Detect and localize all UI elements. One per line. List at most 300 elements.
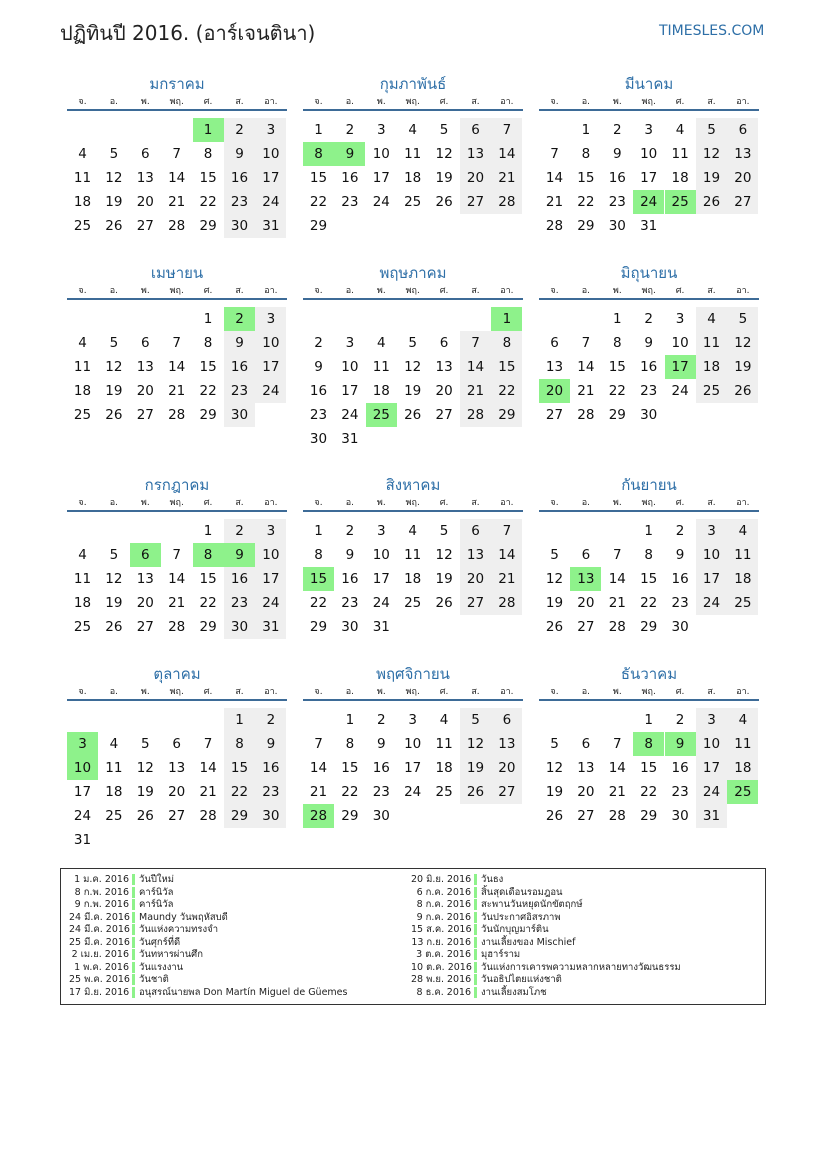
weekday-header: พ. xyxy=(376,498,386,508)
holiday-day-cell: 25 xyxy=(727,780,758,804)
day-cell: 7 xyxy=(172,547,181,563)
day-cell: 16 xyxy=(224,166,255,190)
weekday-header: พฤ. xyxy=(169,286,184,296)
day-cell: 12 xyxy=(435,146,453,162)
day-cell: 15 xyxy=(640,571,658,587)
day-cell: 4 xyxy=(408,523,417,539)
legend-item xyxy=(69,899,173,911)
day-cell: 6 xyxy=(491,708,522,732)
day-cell: 29 xyxy=(491,403,522,427)
holiday-day-cell: 17 xyxy=(665,355,696,379)
holiday-marker xyxy=(132,962,135,973)
day-cell: 15 xyxy=(199,571,217,587)
day-cell: 31 xyxy=(696,804,727,828)
day-cell: 6 xyxy=(141,146,150,162)
weekday-header: ศ. xyxy=(439,498,449,508)
day-cell: 24 xyxy=(404,784,422,800)
day-cell: 26 xyxy=(435,194,453,210)
legend-date: 1 ม.ค. 2016 xyxy=(74,874,129,885)
day-cell: 3 xyxy=(696,708,727,732)
legend-item xyxy=(411,974,562,986)
day-cell: 6 xyxy=(460,519,491,543)
day-cell: 11 xyxy=(105,760,123,776)
day-cell: 7 xyxy=(314,736,323,752)
day-cell: 12 xyxy=(105,571,123,587)
weekday-header: อา. xyxy=(264,286,278,296)
holiday-day-cell: 9 xyxy=(224,543,255,567)
day-cell: 11 xyxy=(435,736,453,752)
legend-date: 28 พ.ย. 2016 xyxy=(411,974,472,985)
day-cell: 18 xyxy=(372,383,390,399)
day-cell: 4 xyxy=(675,122,685,138)
weekday-header: ส. xyxy=(707,498,716,508)
legend-item xyxy=(69,949,203,961)
legend-item xyxy=(411,962,681,974)
holiday-day-cell: 1 xyxy=(193,118,224,142)
site-link[interactable]: TIMESLES.COM xyxy=(659,23,765,39)
weekday-header: พ. xyxy=(376,687,386,697)
day-cell: 3 xyxy=(377,122,386,138)
weekday-header: ส. xyxy=(235,687,244,697)
day-cell: 24 xyxy=(372,194,390,210)
day-cell: 22 xyxy=(224,780,255,804)
day-cell: 23 xyxy=(372,784,390,800)
day-cell: 25 xyxy=(727,591,758,615)
weekday-header: อา. xyxy=(500,286,514,296)
day-cell: 1 xyxy=(203,311,213,327)
day-cell: 9 xyxy=(224,142,255,166)
day-cell: 16 xyxy=(255,756,286,780)
day-cell: 12 xyxy=(696,142,727,166)
weekday-header: ส. xyxy=(471,286,480,296)
day-cell: 16 xyxy=(341,571,359,587)
day-cell: 30 xyxy=(309,431,328,447)
day-cell: 4 xyxy=(78,146,87,162)
day-cell: 14 xyxy=(491,543,522,567)
weekday-header: อา. xyxy=(500,687,514,697)
day-cell: 12 xyxy=(727,331,758,355)
day-cell: 5 xyxy=(550,736,559,752)
day-cell: 10 xyxy=(255,331,286,355)
legend-holiday-name: วันนักบุญมาร์ติน xyxy=(481,924,549,935)
day-cell: 11 xyxy=(73,170,92,186)
weekday-header: อ. xyxy=(109,97,119,107)
holiday-day-cell: 13 xyxy=(570,567,601,591)
weekday-header: อ. xyxy=(109,286,119,296)
month-name: มิถุนายน xyxy=(620,264,678,282)
weekday-header: พ. xyxy=(376,97,386,107)
day-cell: 5 xyxy=(439,122,449,138)
legend-date: 24 มี.ค. 2016 xyxy=(69,911,130,923)
day-cell: 10 xyxy=(341,359,359,375)
day-cell: 18 xyxy=(404,571,422,587)
day-cell: 29 xyxy=(309,619,328,635)
legend-date: 8 ธ.ค. 2016 xyxy=(416,986,471,998)
day-cell: 10 xyxy=(255,142,286,166)
month-name: ตุลาคม xyxy=(153,665,201,683)
day-cell: 9 xyxy=(224,331,255,355)
day-cell: 18 xyxy=(105,784,123,800)
legend-item xyxy=(69,962,183,974)
day-cell: 4 xyxy=(408,122,417,138)
weekday-header: พ. xyxy=(140,498,150,508)
legend-item xyxy=(69,937,180,949)
day-cell: 25 xyxy=(696,379,727,403)
day-cell: 21 xyxy=(199,784,217,800)
day-cell: 14 xyxy=(168,359,186,375)
day-cell: 28 xyxy=(491,591,522,615)
weekday-header: จ. xyxy=(314,498,323,508)
day-cell: 28 xyxy=(168,218,186,234)
holiday-day-cell: 6 xyxy=(130,543,161,567)
day-cell: 18 xyxy=(727,567,758,591)
day-cell: 22 xyxy=(491,379,522,403)
legend-item xyxy=(69,887,173,899)
day-cell: 26 xyxy=(435,595,453,611)
day-cell: 16 xyxy=(640,359,658,375)
day-cell: 19 xyxy=(435,170,453,186)
holiday-day-cell: 15 xyxy=(303,567,334,591)
day-cell: 2 xyxy=(377,712,386,728)
day-cell: 31 xyxy=(255,615,286,639)
day-cell: 28 xyxy=(608,808,626,824)
day-cell: 24 xyxy=(255,190,286,214)
day-cell: 29 xyxy=(224,804,255,828)
day-cell: 13 xyxy=(460,142,491,166)
day-cell: 23 xyxy=(224,190,255,214)
legend-date: 9 ก.ค. 2016 xyxy=(416,911,471,923)
day-cell: 9 xyxy=(644,335,653,351)
weekday-header: ศ. xyxy=(203,286,213,296)
day-cell: 17 xyxy=(696,567,727,591)
day-cell: 20 xyxy=(435,383,453,399)
holiday-marker xyxy=(474,874,477,885)
day-cell: 25 xyxy=(73,619,92,635)
day-cell: 22 xyxy=(309,194,328,210)
weekday-header: ศ. xyxy=(203,498,213,508)
month-name: กันยายน xyxy=(621,476,677,494)
legend-date: 9 ก.พ. 2016 xyxy=(74,899,129,910)
day-cell: 11 xyxy=(671,146,689,162)
day-cell: 12 xyxy=(545,571,564,587)
day-cell: 30 xyxy=(671,619,689,635)
day-cell: 13 xyxy=(136,359,154,375)
day-cell: 9 xyxy=(377,736,386,752)
day-cell: 2 xyxy=(613,122,622,138)
weekday-header: จ. xyxy=(550,286,559,296)
day-cell: 26 xyxy=(105,619,123,635)
day-cell: 29 xyxy=(199,619,217,635)
weekday-header: พฤ. xyxy=(405,286,420,296)
legend-date: 17 มิ.ย. 2016 xyxy=(69,986,130,998)
day-cell: 13 xyxy=(168,760,186,776)
month-divider xyxy=(303,298,523,300)
day-cell: 14 xyxy=(491,142,522,166)
day-cell: 3 xyxy=(255,307,286,331)
day-cell: 22 xyxy=(341,784,359,800)
day-cell: 23 xyxy=(309,407,328,423)
legend-item xyxy=(69,912,228,924)
holiday-marker xyxy=(474,912,477,923)
weekday-header: พฤ. xyxy=(641,498,656,508)
day-cell: 10 xyxy=(404,736,422,752)
day-cell: 12 xyxy=(545,760,564,776)
month-divider xyxy=(303,699,523,701)
day-cell: 16 xyxy=(372,760,390,776)
weekday-header: ศ. xyxy=(439,97,449,107)
holiday-marker xyxy=(474,987,477,998)
day-cell: 27 xyxy=(545,407,564,423)
weekday-header: อา. xyxy=(264,498,278,508)
legend-item xyxy=(411,887,563,899)
day-cell: 29 xyxy=(640,619,658,635)
day-cell: 17 xyxy=(640,170,658,186)
day-cell: 12 xyxy=(105,359,123,375)
day-cell: 30 xyxy=(224,615,255,639)
day-cell: 22 xyxy=(640,595,658,611)
holiday-marker xyxy=(474,962,477,973)
legend-date: 25 มี.ค. 2016 xyxy=(69,936,130,948)
legend-holiday-name: สะพานวันหยุดนักขัตฤกษ์ xyxy=(481,899,583,910)
holiday-marker xyxy=(132,912,135,923)
day-cell: 21 xyxy=(168,194,186,210)
weekday-header: ศ. xyxy=(675,687,685,697)
holiday-day-cell: 1 xyxy=(491,307,522,331)
day-cell: 15 xyxy=(199,170,217,186)
day-cell: 10 xyxy=(372,146,390,162)
weekday-header: ศ. xyxy=(203,97,213,107)
day-cell: 11 xyxy=(404,547,422,563)
day-cell: 16 xyxy=(309,383,328,399)
day-cell: 9 xyxy=(613,146,622,162)
month-name: กุมภาพันธ์ xyxy=(379,75,447,93)
day-cell: 15 xyxy=(491,355,522,379)
holiday-marker xyxy=(132,887,135,898)
month-divider xyxy=(539,510,759,512)
day-cell: 20 xyxy=(577,595,595,611)
day-cell: 23 xyxy=(255,780,286,804)
day-cell: 27 xyxy=(168,808,186,824)
day-cell: 10 xyxy=(671,335,689,351)
weekday-header: จ. xyxy=(78,498,87,508)
day-cell: 26 xyxy=(545,619,564,635)
day-cell: 2 xyxy=(675,712,685,728)
day-cell: 27 xyxy=(460,190,491,214)
weekday-header: อา. xyxy=(736,687,750,697)
day-cell: 20 xyxy=(577,784,595,800)
day-cell: 28 xyxy=(545,218,564,234)
day-cell: 22 xyxy=(309,595,328,611)
month-name: เมษายน xyxy=(150,264,204,282)
weekday-header: ศ. xyxy=(675,286,685,296)
day-cell: 27 xyxy=(136,407,154,423)
day-cell: 20 xyxy=(491,756,522,780)
holiday-day-cell: 8 xyxy=(303,142,334,166)
day-cell: 3 xyxy=(675,311,685,327)
day-cell: 1 xyxy=(345,712,355,728)
legend-item xyxy=(411,874,503,886)
day-cell: 14 xyxy=(168,170,186,186)
day-cell: 13 xyxy=(727,142,758,166)
weekday-header: ส. xyxy=(471,687,480,697)
weekday-header: พฤ. xyxy=(641,97,656,107)
day-cell: 18 xyxy=(696,355,727,379)
day-cell: 30 xyxy=(224,403,255,427)
month-divider xyxy=(67,510,287,512)
weekday-header: จ. xyxy=(550,498,559,508)
weekday-header: ศ. xyxy=(675,97,685,107)
day-cell: 4 xyxy=(727,708,758,732)
legend-date: 25 พ.ค. 2016 xyxy=(69,974,130,985)
day-cell: 30 xyxy=(255,804,286,828)
day-cell: 18 xyxy=(435,760,453,776)
day-cell: 16 xyxy=(671,760,689,776)
legend-holiday-name: สิ้นสุดเดือนรอมฎอน xyxy=(481,886,563,898)
day-cell: 13 xyxy=(435,359,453,375)
month-divider xyxy=(67,298,287,300)
day-cell: 21 xyxy=(545,194,564,210)
day-cell: 27 xyxy=(136,619,154,635)
day-cell: 6 xyxy=(581,736,591,752)
day-cell: 9 xyxy=(675,547,685,563)
month-name: มีนาคม xyxy=(624,75,674,93)
legend-date: 2 เม.ย. 2016 xyxy=(71,949,129,960)
day-cell: 11 xyxy=(727,732,758,756)
day-cell: 8 xyxy=(203,146,213,162)
day-cell: 12 xyxy=(105,170,123,186)
legend-holiday-name: วันปีใหม่ xyxy=(139,874,175,885)
day-cell: 22 xyxy=(199,194,217,210)
day-cell: 28 xyxy=(608,619,626,635)
day-cell: 13 xyxy=(491,732,522,756)
day-cell: 7 xyxy=(550,146,559,162)
day-cell: 7 xyxy=(491,519,522,543)
day-cell: 1 xyxy=(314,523,323,539)
day-cell: 17 xyxy=(255,567,286,591)
day-cell: 21 xyxy=(491,166,522,190)
holiday-day-cell: 9 xyxy=(665,732,696,756)
weekday-header: อ. xyxy=(109,687,119,697)
day-cell: 25 xyxy=(404,194,422,210)
day-cell: 10 xyxy=(255,543,286,567)
legend-holiday-name: คาร์นิวัล xyxy=(139,886,174,898)
day-cell: 14 xyxy=(577,359,595,375)
day-cell: 14 xyxy=(545,170,564,186)
day-cell: 7 xyxy=(172,146,181,162)
day-cell: 10 xyxy=(696,732,727,756)
day-cell: 23 xyxy=(671,595,689,611)
day-cell: 6 xyxy=(727,118,758,142)
day-cell: 14 xyxy=(199,760,217,776)
month-divider xyxy=(539,298,759,300)
legend-holiday-name: คาร์นิวัล xyxy=(139,899,174,910)
day-cell: 11 xyxy=(372,359,390,375)
day-cell: 30 xyxy=(671,808,689,824)
day-cell: 18 xyxy=(73,595,92,611)
day-cell: 23 xyxy=(671,784,689,800)
day-cell: 23 xyxy=(608,194,626,210)
day-cell: 6 xyxy=(141,335,150,351)
day-cell: 4 xyxy=(439,712,449,728)
day-cell: 15 xyxy=(199,359,217,375)
day-cell: 29 xyxy=(341,808,359,824)
day-cell: 17 xyxy=(372,571,390,587)
day-cell: 14 xyxy=(608,760,626,776)
legend-holiday-name: Maundy วันพฤหัสบดี xyxy=(139,911,228,923)
day-cell: 2 xyxy=(345,523,355,539)
legend-date: 15 ส.ค. 2016 xyxy=(411,924,472,935)
holiday-day-cell: 2 xyxy=(224,307,255,331)
day-cell: 18 xyxy=(404,170,422,186)
day-cell: 23 xyxy=(341,595,359,611)
day-cell: 21 xyxy=(491,567,522,591)
holiday-day-cell: 9 xyxy=(334,142,365,166)
day-cell: 8 xyxy=(581,146,591,162)
weekday-header: อา. xyxy=(736,498,750,508)
day-cell: 17 xyxy=(696,756,727,780)
day-cell: 1 xyxy=(581,122,591,138)
day-cell: 29 xyxy=(577,218,595,234)
month-divider xyxy=(539,699,759,701)
day-cell: 3 xyxy=(377,523,386,539)
day-cell: 2 xyxy=(675,523,685,539)
day-cell: 5 xyxy=(550,547,559,563)
month-name: พฤศจิกายน xyxy=(376,665,450,683)
weekday-header: ส. xyxy=(707,687,716,697)
legend-holiday-name: วันทหารผ่านศึก xyxy=(139,949,203,960)
legend-date: 8 ก.พ. 2016 xyxy=(74,886,129,898)
legend-item xyxy=(411,912,561,924)
weekday-header: จ. xyxy=(78,97,87,107)
day-cell: 27 xyxy=(435,407,453,423)
day-cell: 7 xyxy=(460,331,491,355)
day-cell: 24 xyxy=(696,780,727,804)
weekday-header: อ. xyxy=(581,498,591,508)
day-cell: 2 xyxy=(345,122,355,138)
day-cell: 19 xyxy=(545,784,564,800)
weekday-header: อา. xyxy=(736,286,750,296)
day-cell: 8 xyxy=(613,335,622,351)
holiday-day-cell: 8 xyxy=(633,732,664,756)
day-cell: 8 xyxy=(491,331,522,355)
day-cell: 26 xyxy=(105,407,123,423)
day-cell: 8 xyxy=(224,732,255,756)
day-cell: 4 xyxy=(78,547,87,563)
day-cell: 23 xyxy=(224,379,255,403)
day-cell: 25 xyxy=(105,808,123,824)
legend-item xyxy=(411,949,520,961)
day-cell: 27 xyxy=(577,619,595,635)
day-cell: 5 xyxy=(696,118,727,142)
day-cell: 31 xyxy=(640,218,658,234)
holiday-marker xyxy=(132,924,135,935)
day-cell: 16 xyxy=(224,567,255,591)
day-cell: 17 xyxy=(341,383,359,399)
day-cell: 18 xyxy=(671,170,689,186)
day-cell: 3 xyxy=(255,519,286,543)
day-cell: 31 xyxy=(372,619,390,635)
weekday-header: อ. xyxy=(345,498,355,508)
weekday-header: อา. xyxy=(500,97,514,107)
month-divider xyxy=(67,699,287,701)
day-cell: 11 xyxy=(404,146,422,162)
legend-holiday-name: วันอธิปไตยแห่งชาติ xyxy=(481,974,562,985)
weekday-header: ส. xyxy=(471,498,480,508)
weekday-header: อา. xyxy=(264,687,278,697)
day-cell: 28 xyxy=(491,190,522,214)
day-cell: 28 xyxy=(577,407,595,423)
day-cell: 21 xyxy=(608,595,626,611)
